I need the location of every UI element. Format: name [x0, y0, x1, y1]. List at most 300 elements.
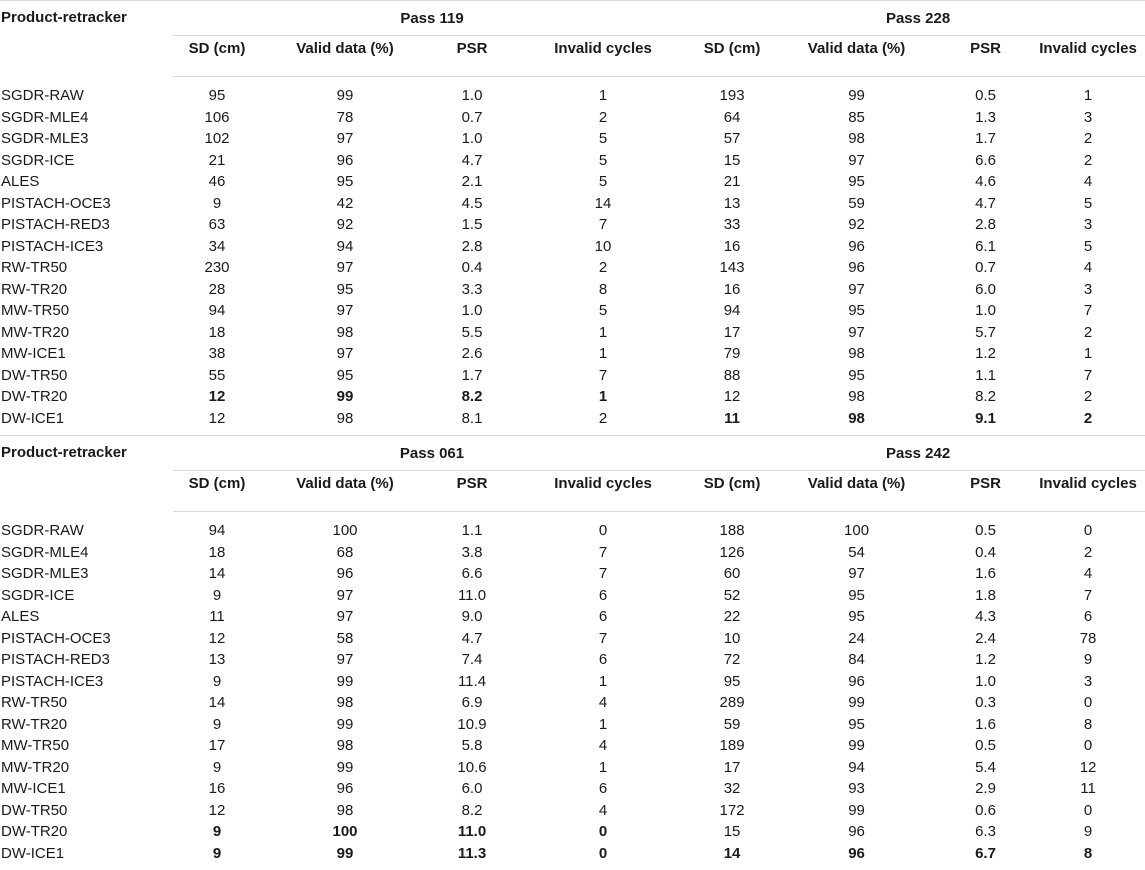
product-name-cell: MW-TR20 [0, 322, 173, 344]
value-cell: 94 [173, 300, 261, 322]
table-row [0, 343, 1145, 365]
value-cell: 99 [773, 735, 940, 757]
value-cell: 6.6 [429, 563, 515, 585]
table-row [0, 279, 1145, 301]
value-cell: 7 [1031, 300, 1145, 322]
value-cell: 59 [773, 193, 940, 215]
column-header: Valid data (%) [773, 471, 940, 512]
value-cell: 7 [515, 365, 691, 387]
value-cell: 95 [261, 279, 429, 301]
table-row [0, 171, 1145, 193]
value-cell: 8 [515, 279, 691, 301]
product-name-cell: SGDR-ICE [0, 150, 173, 172]
value-cell: 68 [261, 542, 429, 564]
value-cell: 230 [173, 257, 261, 279]
value-cell: 98 [261, 735, 429, 757]
product-name-cell: DW-TR20 [0, 386, 173, 408]
value-cell: 1 [515, 343, 691, 365]
value-cell: 10.6 [429, 757, 515, 779]
value-cell: 11 [1031, 778, 1145, 800]
value-cell: 6.9 [429, 692, 515, 714]
value-cell: 0 [1031, 692, 1145, 714]
value-cell: 7 [1031, 365, 1145, 387]
value-cell: 16 [691, 236, 773, 258]
product-name-cell: ALES [0, 171, 173, 193]
value-cell: 17 [691, 757, 773, 779]
value-cell: 14 [515, 193, 691, 215]
value-cell: 98 [773, 343, 940, 365]
value-cell: 97 [773, 279, 940, 301]
value-cell: 79 [691, 343, 773, 365]
product-name-cell: RW-TR50 [0, 257, 173, 279]
value-cell: 5 [515, 171, 691, 193]
value-cell: 95 [773, 714, 940, 736]
product-name-cell: SGDR-MLE4 [0, 542, 173, 564]
value-cell: 12 [173, 800, 261, 822]
value-cell: 4.6 [940, 171, 1031, 193]
value-cell: 98 [261, 692, 429, 714]
value-cell: 7 [1031, 585, 1145, 607]
value-cell: 11 [173, 606, 261, 628]
column-header: Invalid cycles [1031, 36, 1145, 77]
value-cell: 24 [773, 628, 940, 650]
value-cell: 3.8 [429, 542, 515, 564]
value-cell: 5 [515, 300, 691, 322]
product-name-cell: ALES [0, 606, 173, 628]
value-cell: 99 [261, 757, 429, 779]
value-cell: 97 [261, 257, 429, 279]
value-cell: 95 [773, 171, 940, 193]
product-name-cell: MW-TR50 [0, 300, 173, 322]
table-row [0, 300, 1145, 322]
value-cell: 1.0 [429, 128, 515, 150]
value-cell: 94 [173, 520, 261, 542]
value-cell: 100 [773, 520, 940, 542]
value-cell: 2 [515, 107, 691, 129]
value-cell: 3 [1031, 279, 1145, 301]
value-cell: 57 [691, 128, 773, 150]
header-row-pass [0, 436, 1145, 471]
value-cell: 4.7 [429, 150, 515, 172]
table-row [0, 843, 1145, 870]
value-cell: 59 [691, 714, 773, 736]
table-row [0, 542, 1145, 564]
value-cell: 1.0 [940, 300, 1031, 322]
value-cell: 1.1 [940, 365, 1031, 387]
value-cell: 3 [1031, 214, 1145, 236]
product-name-cell: RW-TR20 [0, 279, 173, 301]
value-cell: 5 [515, 150, 691, 172]
value-cell: 0 [515, 821, 691, 843]
value-cell: 88 [691, 365, 773, 387]
value-cell: 189 [691, 735, 773, 757]
value-cell: 100 [261, 520, 429, 542]
value-cell: 54 [773, 542, 940, 564]
value-cell: 6.1 [940, 236, 1031, 258]
spacer-cell [0, 512, 1145, 521]
value-cell: 12 [173, 408, 261, 436]
value-cell: 96 [773, 236, 940, 258]
product-name-cell: MW-ICE1 [0, 778, 173, 800]
value-cell: 63 [173, 214, 261, 236]
value-cell: 97 [261, 649, 429, 671]
product-name-cell: DW-TR50 [0, 800, 173, 822]
value-cell: 2 [1031, 386, 1145, 408]
spacer-row [0, 512, 1145, 521]
product-name-cell: DW-ICE1 [0, 408, 173, 436]
table-row [0, 128, 1145, 150]
value-cell: 21 [691, 171, 773, 193]
value-cell: 98 [261, 322, 429, 344]
value-cell: 4 [515, 800, 691, 822]
value-cell: 8 [1031, 714, 1145, 736]
value-cell: 0.4 [429, 257, 515, 279]
value-cell: 96 [261, 150, 429, 172]
value-cell: 5 [515, 128, 691, 150]
value-cell: 3 [1031, 671, 1145, 693]
value-cell: 4 [1031, 257, 1145, 279]
value-cell: 6 [1031, 606, 1145, 628]
product-name-cell: DW-TR50 [0, 365, 173, 387]
value-cell: 2.8 [429, 236, 515, 258]
value-cell: 12 [173, 386, 261, 408]
value-cell: 42 [261, 193, 429, 215]
value-cell: 55 [173, 365, 261, 387]
value-cell: 92 [773, 214, 940, 236]
value-cell: 6.3 [940, 821, 1031, 843]
value-cell: 2 [1031, 128, 1145, 150]
value-cell: 1.2 [940, 343, 1031, 365]
value-cell: 94 [691, 300, 773, 322]
value-cell: 289 [691, 692, 773, 714]
table-row [0, 520, 1145, 542]
spacer-cell [0, 77, 1145, 86]
table-row [0, 800, 1145, 822]
value-cell: 46 [173, 171, 261, 193]
value-cell: 95 [773, 365, 940, 387]
value-cell: 8.2 [940, 386, 1031, 408]
value-cell: 4 [1031, 563, 1145, 585]
value-cell: 99 [261, 714, 429, 736]
value-cell: 10.9 [429, 714, 515, 736]
value-cell: 1 [1031, 343, 1145, 365]
value-cell: 2.8 [940, 214, 1031, 236]
value-cell: 11.0 [429, 821, 515, 843]
value-cell: 1 [515, 386, 691, 408]
value-cell: 2 [515, 408, 691, 436]
value-cell: 28 [173, 279, 261, 301]
value-cell: 84 [773, 649, 940, 671]
value-cell: 97 [261, 606, 429, 628]
value-cell: 99 [261, 85, 429, 107]
value-cell: 9.0 [429, 606, 515, 628]
value-cell: 9 [1031, 649, 1145, 671]
value-cell: 4.5 [429, 193, 515, 215]
value-cell: 3 [1031, 107, 1145, 129]
value-cell: 1.2 [940, 649, 1031, 671]
table-row [0, 714, 1145, 736]
value-cell: 99 [261, 386, 429, 408]
product-name-cell: SGDR-RAW [0, 520, 173, 542]
column-header: Invalid cycles [515, 36, 691, 77]
value-cell: 12 [691, 386, 773, 408]
value-cell: 13 [691, 193, 773, 215]
pass-header-b: Pass 242 [691, 436, 1145, 471]
value-cell: 9 [173, 671, 261, 693]
value-cell: 6 [515, 606, 691, 628]
value-cell: 97 [261, 585, 429, 607]
value-cell: 8.2 [429, 386, 515, 408]
table-row [0, 150, 1145, 172]
value-cell: 33 [691, 214, 773, 236]
value-cell: 96 [773, 257, 940, 279]
value-cell: 16 [173, 778, 261, 800]
value-cell: 97 [773, 150, 940, 172]
value-cell: 4 [1031, 171, 1145, 193]
value-cell: 98 [773, 408, 940, 436]
table-row [0, 193, 1145, 215]
value-cell: 8.1 [429, 408, 515, 436]
value-cell: 10 [515, 236, 691, 258]
value-cell: 172 [691, 800, 773, 822]
value-cell: 32 [691, 778, 773, 800]
value-cell: 0.5 [940, 520, 1031, 542]
value-cell: 94 [261, 236, 429, 258]
value-cell: 18 [173, 542, 261, 564]
product-name-cell: PISTACH-OCE3 [0, 628, 173, 650]
column-header: PSR [940, 36, 1031, 77]
value-cell: 5.8 [429, 735, 515, 757]
value-cell: 10 [691, 628, 773, 650]
value-cell: 1.0 [429, 85, 515, 107]
product-name-cell: PISTACH-RED3 [0, 649, 173, 671]
value-cell: 2 [1031, 542, 1145, 564]
value-cell: 98 [773, 128, 940, 150]
table-row [0, 386, 1145, 408]
value-cell: 2 [515, 257, 691, 279]
value-cell: 99 [773, 85, 940, 107]
table-row [0, 821, 1145, 843]
value-cell: 95 [173, 85, 261, 107]
table-row [0, 365, 1145, 387]
value-cell: 1.0 [940, 671, 1031, 693]
value-cell: 2 [1031, 408, 1145, 436]
value-cell: 0.3 [940, 692, 1031, 714]
value-cell: 1 [515, 322, 691, 344]
value-cell: 78 [1031, 628, 1145, 650]
product-name-cell: SGDR-MLE4 [0, 107, 173, 129]
value-cell: 17 [691, 322, 773, 344]
product-name-cell: RW-TR20 [0, 714, 173, 736]
table-row [0, 408, 1145, 436]
column-header: PSR [940, 471, 1031, 512]
value-cell: 99 [261, 671, 429, 693]
value-cell: 106 [173, 107, 261, 129]
value-cell: 95 [261, 171, 429, 193]
value-cell: 126 [691, 542, 773, 564]
value-cell: 0.4 [940, 542, 1031, 564]
value-cell: 14 [173, 563, 261, 585]
value-cell: 6.0 [940, 279, 1031, 301]
table-row [0, 671, 1145, 693]
value-cell: 14 [691, 843, 773, 870]
product-name-cell: SGDR-ICE [0, 585, 173, 607]
table-row [0, 692, 1145, 714]
value-cell: 97 [261, 300, 429, 322]
value-cell: 96 [773, 671, 940, 693]
value-cell: 6 [515, 585, 691, 607]
product-name-cell: SGDR-MLE3 [0, 128, 173, 150]
product-name-cell: PISTACH-ICE3 [0, 671, 173, 693]
value-cell: 1.0 [429, 300, 515, 322]
value-cell: 97 [261, 128, 429, 150]
column-header: Valid data (%) [261, 471, 429, 512]
value-cell: 98 [261, 408, 429, 436]
column-header: Invalid cycles [1031, 471, 1145, 512]
value-cell: 15 [691, 150, 773, 172]
column-header: Invalid cycles [515, 471, 691, 512]
table-row [0, 236, 1145, 258]
value-cell: 6 [515, 649, 691, 671]
value-cell: 0 [1031, 735, 1145, 757]
value-cell: 1 [515, 671, 691, 693]
value-cell: 9 [1031, 821, 1145, 843]
value-cell: 94 [773, 757, 940, 779]
value-cell: 97 [261, 343, 429, 365]
value-cell: 0 [1031, 520, 1145, 542]
header-row-pass [0, 1, 1145, 36]
value-cell: 4 [515, 692, 691, 714]
value-cell: 98 [773, 386, 940, 408]
value-cell: 52 [691, 585, 773, 607]
table-row [0, 322, 1145, 344]
value-cell: 0.7 [429, 107, 515, 129]
column-header: SD (cm) [691, 471, 773, 512]
product-retracker-header: Product-retracker [0, 1, 173, 77]
value-cell: 96 [773, 821, 940, 843]
value-cell: 95 [773, 606, 940, 628]
product-name-cell: PISTACH-ICE3 [0, 236, 173, 258]
value-cell: 11.3 [429, 843, 515, 870]
value-cell: 18 [173, 322, 261, 344]
value-cell: 21 [173, 150, 261, 172]
value-cell: 14 [173, 692, 261, 714]
value-cell: 64 [691, 107, 773, 129]
value-cell: 9 [173, 585, 261, 607]
value-cell: 99 [773, 800, 940, 822]
value-cell: 11 [691, 408, 773, 436]
value-cell: 9 [173, 714, 261, 736]
column-header: SD (cm) [173, 471, 261, 512]
value-cell: 60 [691, 563, 773, 585]
value-cell: 97 [773, 563, 940, 585]
value-cell: 98 [261, 800, 429, 822]
product-name-cell: PISTACH-OCE3 [0, 193, 173, 215]
value-cell: 143 [691, 257, 773, 279]
product-name-cell: MW-TR20 [0, 757, 173, 779]
value-cell: 9 [173, 821, 261, 843]
value-cell: 8 [1031, 843, 1145, 870]
pass-header-a: Pass 119 [173, 1, 691, 36]
value-cell: 193 [691, 85, 773, 107]
value-cell: 100 [261, 821, 429, 843]
value-cell: 99 [773, 692, 940, 714]
value-cell: 1.5 [429, 214, 515, 236]
value-cell: 1.8 [940, 585, 1031, 607]
value-cell: 7 [515, 563, 691, 585]
value-cell: 0.5 [940, 85, 1031, 107]
value-cell: 8.2 [429, 800, 515, 822]
value-cell: 96 [261, 778, 429, 800]
value-cell: 78 [261, 107, 429, 129]
table-row [0, 606, 1145, 628]
value-cell: 17 [173, 735, 261, 757]
value-cell: 3.3 [429, 279, 515, 301]
table-row [0, 257, 1145, 279]
value-cell: 7 [515, 214, 691, 236]
column-header: Valid data (%) [773, 36, 940, 77]
product-name-cell: MW-ICE1 [0, 343, 173, 365]
product-name-cell: SGDR-MLE3 [0, 563, 173, 585]
value-cell: 95 [773, 300, 940, 322]
table-row [0, 778, 1145, 800]
value-cell: 9 [173, 757, 261, 779]
value-cell: 4.3 [940, 606, 1031, 628]
value-cell: 34 [173, 236, 261, 258]
value-cell: 7 [515, 542, 691, 564]
value-cell: 5.4 [940, 757, 1031, 779]
value-cell: 7 [515, 628, 691, 650]
value-cell: 0 [515, 520, 691, 542]
value-cell: 2 [1031, 322, 1145, 344]
table-row [0, 107, 1145, 129]
value-cell: 38 [173, 343, 261, 365]
value-cell: 0.7 [940, 257, 1031, 279]
product-name-cell: MW-TR50 [0, 735, 173, 757]
product-name-cell: PISTACH-RED3 [0, 214, 173, 236]
value-cell: 11.4 [429, 671, 515, 693]
value-cell: 2.9 [940, 778, 1031, 800]
value-cell: 4.7 [940, 193, 1031, 215]
value-cell: 99 [261, 843, 429, 870]
value-cell: 1 [515, 714, 691, 736]
value-cell: 4.7 [429, 628, 515, 650]
value-cell: 95 [261, 365, 429, 387]
column-header: SD (cm) [691, 36, 773, 77]
value-cell: 6 [515, 778, 691, 800]
value-cell: 1.6 [940, 563, 1031, 585]
value-cell: 97 [773, 322, 940, 344]
value-cell: 0.5 [940, 735, 1031, 757]
value-cell: 1.6 [940, 714, 1031, 736]
product-retracker-header: Product-retracker [0, 436, 173, 512]
value-cell: 5.7 [940, 322, 1031, 344]
table-row [0, 585, 1145, 607]
product-name-cell: DW-TR20 [0, 821, 173, 843]
value-cell: 1 [1031, 85, 1145, 107]
value-cell: 4 [515, 735, 691, 757]
value-cell: 15 [691, 821, 773, 843]
value-cell: 0 [1031, 800, 1145, 822]
table-row [0, 563, 1145, 585]
column-header: Valid data (%) [261, 36, 429, 77]
table-row [0, 214, 1145, 236]
value-cell: 58 [261, 628, 429, 650]
value-cell: 5 [1031, 193, 1145, 215]
value-cell: 85 [773, 107, 940, 129]
spacer-row [0, 77, 1145, 86]
value-cell: 7.4 [429, 649, 515, 671]
